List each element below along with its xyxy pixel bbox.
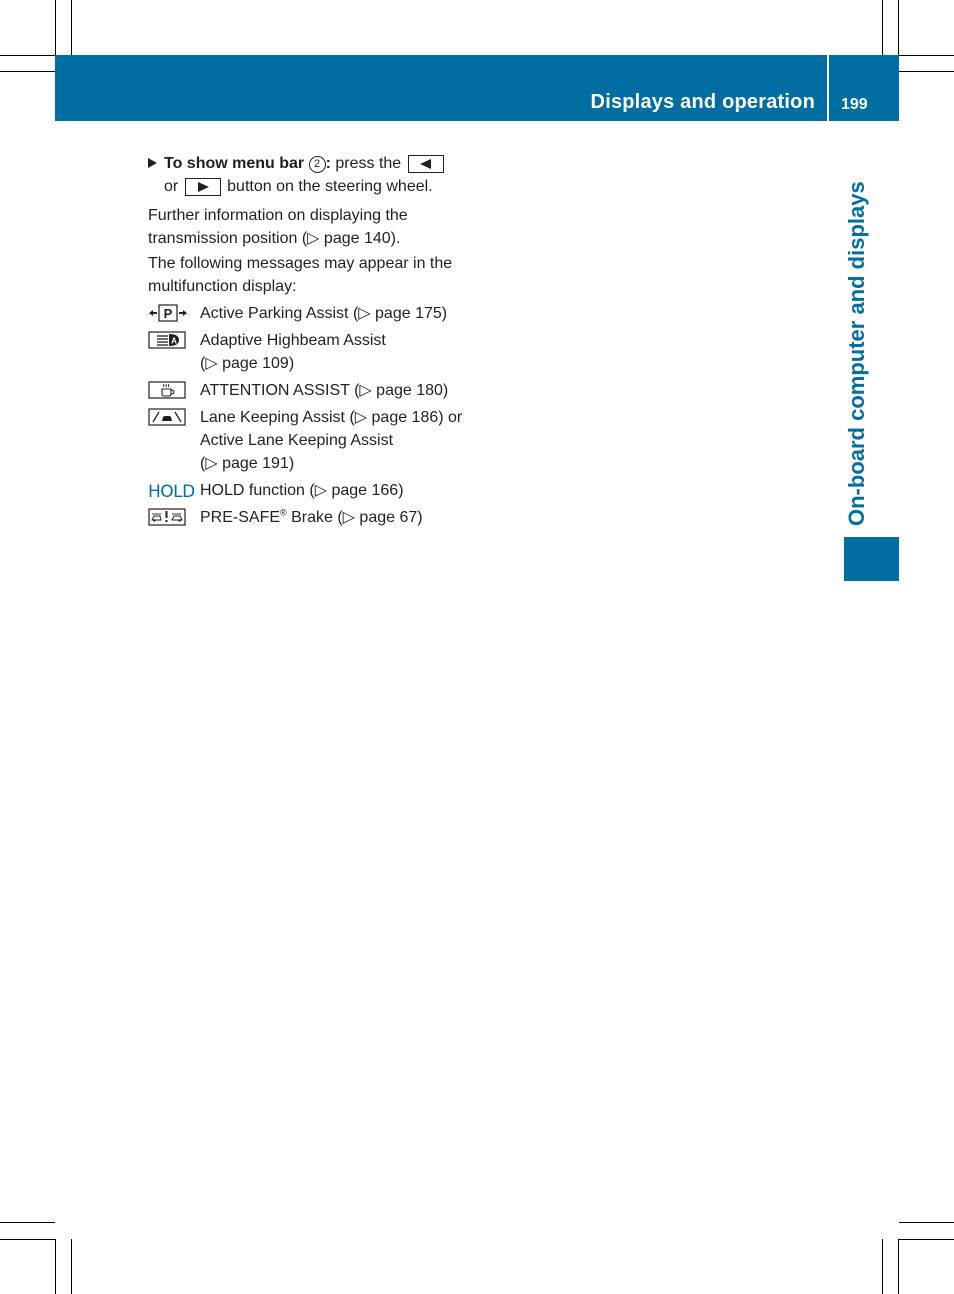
active-parking-assist-icon bbox=[148, 304, 186, 322]
svg-text:P: P bbox=[163, 306, 173, 321]
step-label: To show menu bar bbox=[164, 155, 305, 172]
section-title: Displays and operation bbox=[590, 91, 815, 113]
header-divider bbox=[827, 55, 829, 121]
message-item bbox=[148, 329, 483, 375]
crop-mark bbox=[55, 1239, 56, 1294]
crop-mark bbox=[898, 0, 899, 55]
message-line: HOLD function (▷ page 166) bbox=[200, 482, 404, 499]
pre-safe-text: Brake (▷ page 67) bbox=[291, 509, 423, 526]
message-line: Active Lane Keeping Assist bbox=[200, 432, 394, 449]
message-item bbox=[148, 302, 483, 325]
message-item bbox=[148, 506, 483, 529]
page-number: 199 bbox=[841, 96, 868, 113]
crop-mark bbox=[0, 71, 55, 72]
hold-icon bbox=[148, 481, 195, 502]
message-line bbox=[200, 506, 483, 529]
crop-mark bbox=[55, 0, 56, 55]
svg-text:A: A bbox=[171, 336, 177, 346]
crop-mark bbox=[899, 1239, 954, 1240]
message-item bbox=[148, 379, 483, 402]
pre-safe-brake-icon bbox=[148, 508, 186, 526]
main-content bbox=[148, 152, 483, 529]
message-item bbox=[148, 406, 483, 475]
paragraph-transmission: Further information on displaying the transmission position (▷ page 140). bbox=[148, 207, 408, 247]
lane-keeping-icon bbox=[148, 408, 186, 426]
step-text-before: press the bbox=[335, 155, 402, 172]
hold-icon-text: HOLD bbox=[148, 482, 195, 502]
message-line: Adaptive Highbeam Assist bbox=[200, 332, 386, 349]
step-text-or: or bbox=[164, 178, 179, 195]
item-number-badge: 2 bbox=[309, 156, 326, 173]
message-line: (▷ page 191) bbox=[200, 455, 295, 472]
crop-mark bbox=[0, 1239, 55, 1240]
crop-mark bbox=[899, 71, 954, 72]
message-line: Active Parking Assist (▷ page 175) bbox=[200, 305, 448, 322]
crop-mark bbox=[71, 0, 72, 55]
message-line: Lane Keeping Assist (▷ page 186) or bbox=[200, 409, 463, 426]
message-line: ATTENTION ASSIST (▷ page 180) bbox=[200, 382, 449, 399]
page-header bbox=[55, 55, 899, 121]
chapter-side-label: On-board computer and displays bbox=[844, 181, 869, 526]
crop-mark bbox=[899, 1222, 954, 1223]
step-colon: : bbox=[325, 155, 331, 172]
step-text-after: button on the steering wheel. bbox=[227, 178, 433, 195]
chapter-tab-marker bbox=[844, 537, 899, 581]
message-line: (▷ page 109) bbox=[200, 355, 295, 372]
crop-mark bbox=[0, 55, 55, 56]
crop-mark bbox=[882, 0, 883, 55]
crop-mark bbox=[898, 1239, 899, 1294]
crop-mark bbox=[0, 1222, 55, 1223]
crop-mark bbox=[899, 55, 954, 56]
attention-assist-icon bbox=[148, 381, 186, 399]
registered-mark: ® bbox=[280, 507, 287, 518]
step-arrow-icon bbox=[148, 158, 157, 168]
paragraph-messages-intro: The following messages may appear in the multifunction display: bbox=[148, 255, 453, 295]
instruction-step bbox=[148, 152, 483, 198]
pre-safe-label: PRE-SAFE bbox=[200, 509, 281, 526]
crop-mark bbox=[882, 1239, 883, 1294]
message-item bbox=[148, 479, 483, 502]
adaptive-highbeam-icon bbox=[148, 331, 186, 349]
crop-mark bbox=[71, 1239, 72, 1294]
left-arrow-key-icon bbox=[408, 155, 444, 173]
right-arrow-key-icon bbox=[185, 178, 221, 196]
